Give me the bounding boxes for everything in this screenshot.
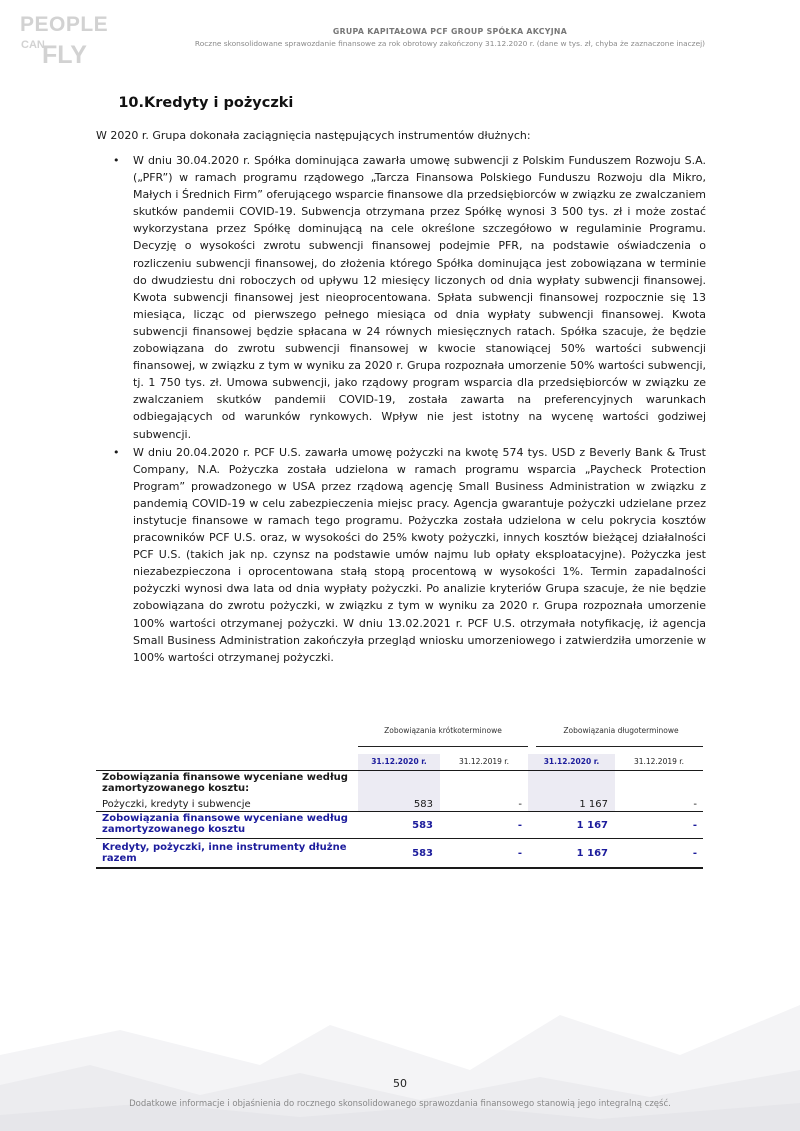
page-footer: Dodatkowe informacje i objaśnienia do rocznego skonsolidowanego sprawozdania finansowego stanowią jego integralną część.: [129, 1099, 671, 1109]
table-row-label: Pożyczki, kredyty i subwencje: [102, 799, 251, 810]
intro-paragraph: W 2020 r. Grupa dokonała zaciągnięcia następujących instrumentów dłużnych:: [96, 129, 531, 142]
table-cell: -: [517, 848, 522, 859]
page-number: 50: [393, 1077, 407, 1090]
bullet-item-pfr-subsidy: • W dniu 30.04.2020 r. Spółka dominująca zawarła umowę subwencji z Polskim Funduszem Rozwoju S.A. („PFR”) w ramach programu rządowego „Tarcza Finansowa Polskiego Funduszu Rozwoju dla Mikro, Małych i Średnich Firm” oferującego wsparcie finansowe dla przedsiębiorców w związku ze zwalczaniem skutków pandemii COVID-19. Subwencja otrzymana przez Spółkę wynosi 3 500 tys. zł i może zostać wykorzystana przez Spółkę dominującą na cele określone szczegółowo w regulaminie Programu. Decyzję o wysokości zwrotu subwencji finansowej podejmie PFR, na podstawie oświadczenia o rozliczeniu subwencji finansowej, do złożenia którego Spółka dominująca jest zobowiązana w terminie do dwudziestu dni roboczych od upływu 12 miesięcy liczonych od dnia wypłaty subwencji finansowej. Kwota subwencji finansowej jest nieoprocentowana. Spłata subwencji finansowej rozpocznie się 13 miesiąca, licząc od pierwszego pełnego miesiąca od dnia wypłaty subwencji finansowej. Kwota subwencji finansowej będzie spłacana w 24 równych miesięcznych ratach. Spółka szacuje, że będzie zobowiązana do zwrotu subwencji finansowej w kwocie stanowiącej 50% wartości subwencji finansowej, w związku z tym w wyniku za 2020 r. Grupa rozpoznała umorzenie 50% wartości subwencji, tj. 1 750 tys. zł. Umowa subwencji, jako rządowy program wsparcia dla przedsiębiorców w związku ze zwalczaniem skutków pandemii COVID-19, została zawarta na preferencyjnych warunkach odbiegających od warunków rynkowych. Wpływ nie jest istotny na wycenę wartości godziwej subwencji.: [96, 152, 706, 443]
table-row-label: Zobowiązania finansowe wyceniane według zamortyzowanego kosztu: [102, 813, 348, 835]
column-header: 31.12.2019 r.: [458, 757, 510, 766]
column-header: 31.12.2020 r.: [358, 754, 440, 770]
column-header: 31.12.2019 r.: [633, 757, 685, 766]
table-cell: -: [517, 820, 522, 831]
table-cell: 583: [413, 799, 433, 810]
table-rule: [96, 867, 703, 869]
document-header-title: GRUPA KAPITAŁOWA PCF GROUP SPÓŁKA AKCYJNA: [332, 27, 568, 36]
logo-line-can: CAN: [21, 39, 45, 51]
group-underline: [536, 746, 703, 747]
bullet-list: [96, 152, 706, 666]
table-section-label: Zobowiązania finansowe wyceniane według zamortyzowanego kosztu:: [102, 772, 348, 794]
table-cell: 1 167: [579, 799, 608, 810]
table-rule: [96, 811, 703, 812]
logo-line-people: PEOPLE: [20, 13, 109, 36]
table-cell: 583: [412, 820, 433, 831]
table-cell: -: [693, 799, 697, 810]
section-number: 10.: [118, 95, 144, 111]
bullet-item-ppp-loan: • W dniu 20.04.2020 r. PCF U.S. zawarła umowę pożyczki na kwotę 574 tys. USD z Beverly Bank & Trust Company, N.A. Pożyczka została udzielona w ramach programu wsparcia „Paycheck Protection Program” prowadzonego w USA przez rządową agencję Small Business Administration w związku z pandemią COVID-19 w celu zabezpieczenia miejsc pracy. Agencja gwarantuje pożyczki udzielane przez instytucje finansowe w ramach tego programu. Pożyczka została udzielona w celu pokrycia kosztów pracowników PCF U.S. oraz, w wysokości do 25% kwoty pożyczki, innych kosztów bieżącej działalności PCF U.S. (takich jak np. czynsz na podstawie umów najmu lub opłaty eksploatacyjne). Pożyczka jest niezabezpieczona i oprocentowana stałą stopą procentową w wysokości 1%. Termin zapadalności pożyczki wynosi dwa lata od dnia wypłaty pożyczki. Po analizie kryteriów Grupa szacuje, że nie będzie zobowiązana do zwrotu pożyczki, w związku z tym w wyniku za 2020 r. Grupa rozpoznała umorzenie 100% wartości otrzymanej pożyczki. W dniu 13.02.2021 r. PCF U.S. otrzymała notyfikację, iż agencja Small Business Administration zakończyła przegląd wniosku umorzeniowego i zatwierdziła umorzenie w 100% wartości otrzymanej pożyczki.: [96, 444, 706, 666]
table-cell: -: [518, 799, 522, 810]
logo-line-fly: FLY: [42, 41, 87, 69]
group-underline: [358, 746, 528, 747]
table-cell: -: [692, 820, 697, 831]
table-cell: 1 167: [576, 848, 608, 859]
table-cell: 583: [412, 848, 433, 859]
table-cell: -: [692, 848, 697, 859]
group-header-short-term: Zobowiązania krótkoterminowe: [384, 726, 502, 735]
section-title: Kredyty i pożyczki: [144, 95, 294, 111]
table-rule: [96, 838, 703, 839]
table-row-label: Kredyty, pożyczki, inne instrumenty dłużne razem: [102, 842, 347, 864]
section-heading: [96, 95, 293, 111]
group-header-long-term: Zobowiązania długoterminowe: [563, 726, 679, 735]
table-cell: 1 167: [576, 820, 608, 831]
decorative-footer-shape: [0, 985, 800, 1131]
column-header: 31.12.2020 r.: [528, 754, 615, 770]
document-header-subtitle: Roczne skonsolidowane sprawozdanie finansowe za rok obrotowy zakończony 31.12.2020 r. (dane w tys. zł, chyba że zaznaczone inaczej): [194, 39, 706, 48]
